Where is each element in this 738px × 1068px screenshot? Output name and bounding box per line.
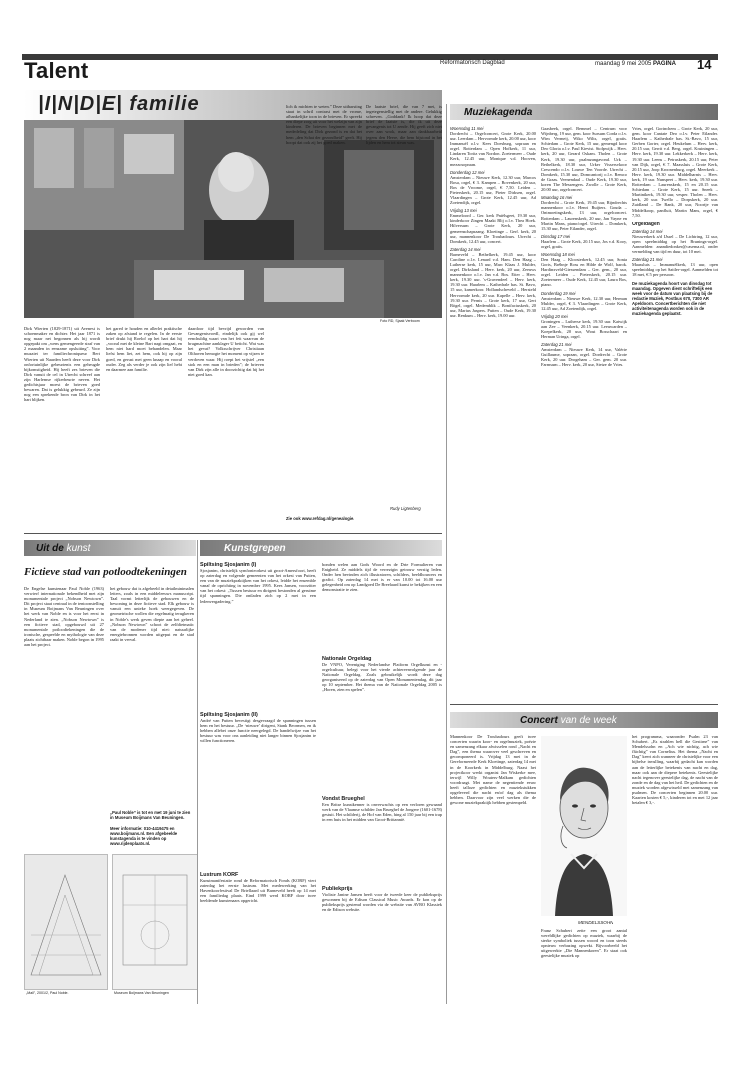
concert-portrait-caption: MENDELSSOHN [578,920,614,925]
kunstgrepen-column-2 [322,562,442,1002]
kunstgrepen-column-1 [200,562,316,1002]
muziek-items-14: Maassluis – Immanuëlkerk, 13 uur, open speelmiddag op het Sattler-orgel. Aanmelden tot 18 mei, € 5 per persoon. [632,262,718,278]
familie-title: |I|N|D|E| familie [38,93,200,115]
concert-portrait [541,736,627,916]
section-divider-familie [24,533,442,534]
kunstgrepen-heading-5: Vondst Brueghel [322,796,365,802]
kunstgrepen-text-4: bonden welen aan Gods Woord en de Drie Formulieren van Enigheid. Ze middels tijd de verrezigin getrouw verstig leden. Onder hen bevinden zich illustratoren, schilders, beeldhouwers en grafici. Op zaterdag 14 mei is er van 10.00 tot 16.00 uur gelegenheid om op Landgoed De Breelaard kunst te bekijken en een demonstratie te zien. [322,562,442,593]
familie-byline: Rudy Ligtenberg [390,506,421,511]
muziek-day-2: Donderdag 12 mei [450,169,485,175]
muziek-col-2 [541,126,627,670]
header-bar [22,54,718,60]
concert-banner-bold: Concert [520,715,558,726]
muziek-items-13: Nieuwerkerk a/d IJssel – De Lichtring, 12 uur, open speelmiddag op het Brunings-orgel. Aanmelden: anandiedonker@casema.nl, onder vermelding van tijd en duur, tot 10 mei. [632,233,718,254]
muziek-day-4: Zaterdag 14 mei [450,246,481,252]
kunstgrepen-text-3: Kunstmanifestatie rond de Reformatorisch Fonds (KORF) viert zaterdag het eerste lustrum. Met medewerking van het Havenkoorfestival De Briellaard uit Barneveld heeft op 14 mei een familiedag plaats. Eind 1999 werd KORF door twee beeldende kunstenaars opgericht. [200,878,316,904]
kunstgrepen-banner-text: Kunstgrepen [224,543,286,554]
muziek-day-13: Zaterdag 14 mei [632,228,663,234]
kunst-banner-text [36,543,90,554]
muziek-items-10: Groningen – Lutherse kerk, 19.30 uur. Katwijk aan Zee – Veenkerk, 20.15 uur. Leeuwarden – Koepelkerk, 20 uur, Wout Bosschaart en Herman Uringa, orgel. [541,318,627,340]
kunst-title: Fictieve stad van potloodtekeningen [24,566,187,578]
familie-cta: Zie ook www.refdag.nl/genealogie. [286,516,355,521]
kunstgrepen-heading-3: Lustrum KORF [200,872,239,878]
familie-col-5: De laatste brief, die van 7 mei, is ingetegenstellig met de andere. Gelukkig schreven. „Goddank! Ik hoop dat deze brief de laatste is, die ik uit deze gevangenis tot U zende. Hij geeft zich niet over aan wrok, maar aan dankbaarheid jegens den Heere, die hem bijstond in het lijden en hem tot steun was. [366,104,442,145]
kunst-drawing-1 [25,855,107,989]
concert-banner-light: van de week [560,715,617,726]
kunst-photo-1-caption: „Mall”, 2001/2, Paul Noble. [26,991,69,995]
muziek-items-6: Dordrecht – Grote Kerk, 19.45 uur, Rijndrechts mannenkoor o.l.v. Henri Ruijters. Gouda – Ontmoetingskerk, 13 uur, orgelconcert. Rotterdam – Laurenskerk, 20 uur, Jan Vayne en Martin Mans, piano/orgel. Utrecht – Domkerk, 15.30 uur, Peter Eilander, orgel. [541,200,627,231]
familie-col-1: Dirk Wierten (1829-1871) uit Avenest is schoenmaker en dichter. Het jaar 1871 is nog maar net begonnen als hij wordt opgepakt om „wens gemengeerde straf van 2 maanden in eenzame opsluiting”. Voor muzaiet ter familiechroniqueur Bert Wierten uit Naarden heeft deze voor Dirk onfortuinlijke gebeurtenis een geheugde bijkomstigheid. Hij heeft zes brieven die Dirk vanuit de cel in Utrecht schreef aan zijn Harlemse rijkerbeurte neven. Het gedichtsjaar moest de brieven goed bewaren. Dat is gelukkig gebeurd. Ze zijn nog een sprekende bron van Dirk in het hart blijken. [24,326,100,403]
muziek-day-1: Woensdag 11 mei [450,126,484,131]
muziek-day-3: Vrijdag 13 mei [450,208,477,214]
kunstgrepen-heading-6: Publiekprijs [322,886,353,892]
kunst-photo-1 [24,854,108,990]
kunst-banner-light: kunst [66,543,91,554]
kunst-col-2: het gebouw dat is afgebeeld in detailminimalen letters, zoals in een middeleeuws manuscript. Taal vormt letterlijk de gebouwen en de bewoning in deze fictieve stad. Elk gebouw is vanuit een unieke hoek weergegeven. De geometrische wollen die regelmatig terugkeren in Noble's werk geven diepte aan het geheel. „Nobson Newtown” schoot de zelfdietmatic van de modener tijd niet: natuurlijke energiebronnen worden uitgeput en de stad raakt in verval. [110,586,194,642]
muziek-notice: De muziekagenda hoort van dinsdag tot maandag. Opgeven dient schriftelijk een week voor de datum van plaatsing bij de redactie Muziek, Postbus 670, 7300 AR Apeldoorn. Concertberichten die niet activiteitenagenda worden ook in de muziekagenda geplaatst. [632,281,713,317]
paper-name: Reformatorisch Dagblad [440,60,505,66]
section-divider-muziek [450,704,718,705]
kunstgrepen-text-7: Violiste Janine Jansen heeft voor de tweede keer de publieksprijs gewonnen bij de Edison Classical Music Awards. Er kon op de publieksprijs gestemd worden via de website van AVRO Klassiek en de Edison website. [322,892,442,913]
muziek-orgeldagen-heading: Orgeldagen [632,221,660,227]
page-number: 14 [697,57,712,72]
mendelssohn-portrait-illustration [541,736,627,916]
kunstgrepen-text-1: Sjosjanim, christelijk symfonieorkest uit groot-Amersfoort, heeft op zaterdag en volgende gemeenten van het orkest van Putten, een van de muziekpraktijken van het orkest, leidde het ensemble vanaf de oprichting in november 1995. Kees Jansen, voorzitter van het orkest: „Tussen bestuur en dirigent bestonden al geruime tijd spanningen. Die ontladen zich op 2 mei in een ledenvergadering.” [200,568,316,604]
muziek-items-11: Amsterdam – Nieuwe Kerk, 14 uur, Valérie Guillaume, sopraan, orgel. Dordrecht – Grote Kerk, 20 uur. Drogeham – Ger. gem. 20 uur. Farmsum – Herv. kerk, 20 uur, Sietze de Vries. [541,347,627,368]
muziek-items-12: Vries, orgel. Gorinchem – Grote Kerk, 20 uur, gem. koor Cantate Deo o.l.v. Peter Eilander. Haarlem – Kathedrale bas. St.-Bavo, 15 uur, Gerben Gorter, orgel. Heukelum – Herv. kerk, 20.15 uur, Gerrit v.d. Berg, orgel. Kruiningen – Herv. kerk, 19.30 uur. Lekkerkerk – Herv. kerk, 19.30 uur. Leens – Petruskerk, 20.15 uur, Peter van Dijk, orgel, € 7. Maassluis – Grote Kerk, 20.15 uur, Joop Kroonenburg, orgel. Meerkerk – Herv. kerk, 19.30 uur. Middelharnis – Herv. kerk, 19 uur. Nunspeet – Herv. kerk, 19.30 uur. Rotterdam – Laurenskerk, 15 en 20.15 uur. Schiedam – Grote Kerk, 15 uur. Sneek – Martinikerk, 19.30 uur, vesper. Tholen – Herv. kerk, 20 uur. Twello – Dorpskerk, 20 uur. Zuidland – De Rank, 20 uur, Noortje van Middelkoop, panfluit, Martin Mans, orgel, € 7,50. [632,126,718,218]
page-label: PAGINA [653,61,676,67]
section-title: Talent [24,58,89,83]
familie-col-4: lich ik michten te weten.” Deze uitbarsting staat in schril contrast met de vrome, afhankelijke toon in de brieven. Er spreekt een diepe zorg uit voor het welzijn van zijn kinderen. De brieven beginnen met de mededeling dat Dirk gezond is en dat het hem „den Schat der gezondheid” geeft. Hij hoopt dat ook zij het goed maken. [286,104,362,145]
kunstgrepen-heading-4: Nationale Orgeldag [322,656,372,662]
column-divider-left [446,104,447,1004]
muziek-items-5: Gaasbeek, orgel. Bemmel – Centrum voor Wijnberg, 19 uur, gem. koor Sursum Corda o.l.v. Wim Vermeij, Wiko Wilts, orgel, gratis. Schiedam – Grote Kerk, 15 uur, gemengd koor Deo Gloria o.l.v. Paul Kievist. Stolpwijk – Herv. kerk, 20 uur, Gerard Oskam. Tholen – Grote Kerk, 19.30 uur, psalmzangavond. Urk – Bethelkerk, 18.30 uur, Urker Vissersvkoor Crescendo o.l.v. Louwe Ten Voorde. Utrecht – Domkerk, 15.30 uur, Domcantorij o.l.v. Remco de Graas. Veenendaal – Oude Kerk, 19.30 uur, koren The Messengers. Zwolle – Grote Kerk, 20.00 uur, orgelconcert. [541,126,627,193]
kunstgrepen-text-5: De VNPO, Vereniging Nederlandse Platform Orgelkunst en -orgelcultuur, belegt voor het vierde achtereenvolgende jaar de Nationale Orgeldag. Zoals gebruikelijk wordt deze dag georganiseerd op de zaterdag van Open Monumentendag, dit jaar op 10 september. Het thema van de Nationale Orgeldag 2005 is „Horen, zien en spelen”. [322,662,442,693]
muziek-day-6: Maandag 16 mei [541,195,573,201]
muziek-items-1: Dordrecht – Orgelconcert, Grote Kerk, 20.00 uur. Leerdam – Hervormde kerk, 20.00 uur, koor Immanuël o.l.v. Kees Doesburg, sopraan en orgel. Rotterdam – Open Hofkerk, 11 uur, Lindaren Toritz van Nordon. Zoetermeer – Oude Kerk, 12.45 uur, Monique v.d. Hooven, mezzosopraan. [450,131,536,167]
muziek-day-7: Dinsdag 17 mei [541,233,571,239]
concert-col-2: Franz Schubert zette een groot aantal wereldlijke gedichten op muziek, waarbij de sterke symboliek tussen woord en toon steeds opnieuw verbazing opwekt. Bijvoorbeeld het uitgewerkte „Die Mannenkoren”. Er staat ook geestelijke muziek op [541,928,627,959]
kunst-col-1: De Engelse kunstenaar Paul Noble (1963) verwierf internationale bekendheid met zijn monumentale project „Nobson Newtown”. Dit project staat centraal in de tentoonstelling in Museum Boijmans Van Beuningen over het werk van Noble en is voor het eerst in Nederland te zien. „Nobson Newtown” is een fictieve stad, opgebouwd uit 27 monumentale potloodtekeningen die de ironische, gespeelde en mythologie van deze plaats zichtbaar maken. Noble begon in 1995 aan het project. [24,586,104,648]
muziek-items-9: Amsterdam – Nieuwe Kerk, 12.30 uur, Herman Mulder, orgel, € 3. Vlaardingen – Grote Kerk, 12.45 uur, Ad Zoetendijk, orgel. [541,295,627,311]
kunst-photo-2 [112,854,198,990]
date-text: maandag 9 mei 2005 [595,61,652,67]
kunst-info-title: „Paul Noble” is tot en met 19 juni te zien in Museum Boijmans Van Beuningen. [110,810,191,820]
muziek-day-9: Donderdag 19 mei [541,290,576,296]
muziek-items-8: Den Haag – Kloosterkerk, 12.45 uur, Sonia Goris, Bréhnje Ross en Hilde de Wolf, barok. Hardinxveld-Giessendam – Ger. gem., 20 uur, orgel. Leiden – Pieterskerk, 20.15 uur. Zoetermeer – Oude Kerk, 12.45 uur, Laura Bos, piano. [541,256,627,288]
kunst-drawing-2 [113,855,197,989]
concert-col-1: Mannenkoor De Troubadours geeft twee concerten waarin koor- en orgelmuziek, poëzie en samenzang elkaar afwisselen rond „Nacht en Dag”, een thema waarover veel geschreven en gecomponeerd is. Vrijdag 13 mei in de Gereformeerde Kerk Kloetinge, zaterdag 14 mei in de Koorkerk in Middelburg. Naast het projectkoor werkt organist Jan Wiskerke mee, terwijl Willy Wouters-Malkam gedichten voordraagt. Met name de negentiende eeuw heeft talloze gedichten en muziekstukken opgeleverd die nacht en/of dag als thema hebben. Daarvoor zijn veel werken die de gewone muziekpraktijk hebben gestempeld. [450,734,536,806]
familie-photo-caption: Foto RD, Sjaak Verboom [380,319,420,323]
muziek-day-8: Woensdag 18 mei [541,251,575,257]
kunst-info-text: Meer informatie: 010-4419475 en www.boijmans.nl. Een afgebeelde kunstagenda is te vinden op www.rijdenplaats.nl. [110,826,178,846]
muziek-col-1 [450,126,536,670]
page-date [595,61,676,67]
familie-col-3: daardoor tijd bevrijd geworden van Gevangenisvoedl, eindelijk ook gij wel eenchuldig waart van het feit waarvan de brugmachine aanklager U beticht. Wat was het gevat? Volksschrijver Christiaan Olthaven hemogte het moment op vijzen te verdoven waar. Hij roept het vrijstel „een stok en een man in brieden”; de brieven van Dirk zijn alle in doorzichtig dat hij het niet goed kan. [188,326,264,377]
muziek-items-2: Amsterdam – Nieuwe Kerk, 12.30 uur, Marcos Bosa, orgel, € 3. Kampen – Bovenkerk, 20 uur, Bos de Vroome, orgel, € 7,50. Leiden – Pieterskerk, 20.15 uur, Pieter Dirksen, orgel. Vlaardingen – Grote Kerk, 12.45 uur, Ad Zoetendijk, orgel. [450,174,536,206]
concert-banner-text [520,715,617,726]
muziek-day-11: Zaterdag 21 mei [541,342,572,348]
kunstgrepen-text-6: Een Britse kunstkenner is onverwachts op een verloren gewaand werk van de Vlaamse schilder Jan Brueghel de Jongere (1601-1678) gestuit. Het schilderij, de Hof van Eden, hing al 150 jaar bij een trap in een huis in het midden van Groot-Brittannië. [322,802,442,823]
concert-col-3: het programma, waaronder Psalm 23 van Schubert. „Es strahlen hell die Gestirne” van Mendelssohn en „Ach wie nichtig, ach wie flüchtig” van Cornelius. Het thema „Nacht en Dag” keert zich wanneer de christelijke voor een bijbelse invulling, waarbij gedacht kan worden aan de letterlijke betekenis van nacht en dag, maar ook aan de diepere betekenis. Geestelijke nacht tegenover geestelijke dag, de nacht van de zonde en de dag van het heil. De gedichten en de muziek worden afgewisseld met samenzang van psalmen. De concerten beginnen 20.00 uur. Kaarten kosten € 5,-, kinderen tot en met 12 jaar betalen € 3,-. [632,734,718,806]
muziek-items-7: Haarlem – Grote Kerk, 20.15 uur, Jos v.d. Kooy, orgel, gratis. [541,238,627,249]
kunstgrepen-text-2: André van Putten bevestigt desgevraagd de spanningen tussen hem en het bestuur. „De ‘nieuwe’ dirigent, Stank Beormen, en ik hebben allebei onze functie neergelegd. De handelwijze van het bestuur was voor ons aanleiding niet langer binnen Sjosjanim te willen functioneren. [200,718,316,744]
muziek-items-4: Barneveld – Bethelkerk, 19.45 uur, koor Caroline o.l.v. Lenard v.d. Ham. Den Haag – Lutherse kerk, 15 uur, Marc Klaas J. Mulder, orgel. Dirksland – Herv. kerk, 20 uur, Zeeuws mannenkoor o.l.v. Jan v.d. Bos. Eiter – Herv. kerk, 19.30 uur. 's-Gravendeel – Herv. kerk, 19.30 uur. Haarlem – Kathedrale bas. St. Bavo, 15 uur, kamerkoor. Hollandscheveld – Hersteld Hervormde kerk, 20 uur. Kapelle – Herv. kerk, 19.30 uur. Pernis – Grote kerk, 17 uur, Gert Bögel, orgel. Medemblik – Bonifaciuskerk, 20 uur, Marius Jaspers. Putten – Oude Kerk, 19.30 uur. Renkum – Herv. kerk, 19.00 uur. [450,251,536,318]
muziek-items-3: Emmeloord – Ger. kerk Pniëlsgeet, 19.30 uur, kinderkoor Zingen Maakt Blij o.l.v. Thea Hoek. Hilversum – Grote Kerk, 20 uur, gemeenschapszang. Kloetinge – Gerf. kerk, 20 uur, mannenkoor De Troubadours. Utrecht – Domkerk, 12.45 uur, concert. [450,213,536,244]
kunstgrepen-heading-1: Spiltsing Sjosjanim (I) [200,562,257,568]
muziek-day-14: Zaterdag 21 mei [632,257,663,263]
kunstgrepen-heading-2: Spiltsing Sjosjanim (II) [200,712,258,718]
kunst-banner-bold: Uit de [36,543,64,554]
familie-col-2: het gared te houden en allerlei praktische zaken op afstand te regelen. In de eerste brief drukt hij Roelof op het hart dat hij „vooral met de kleine Bart nagt omgaat, en hem niet hard moet behandelen. Maar liefst hem liet, zet hem, ook hij op zijn goed, en gerust met geen knaap en vooral ouder. Zeg als verder je ook zijn lief hebt en daarmee aan familie. [106,326,182,372]
kunst-photo-2-caption: Museum Boijmans Van Beuningen [114,991,169,995]
column-divider-kunst [197,540,198,1004]
muziek-day-10: Vrijdag 20 mei [541,313,568,319]
muziek-col-3 [632,126,718,670]
muziek-banner-text: Muziekagenda [464,107,533,118]
